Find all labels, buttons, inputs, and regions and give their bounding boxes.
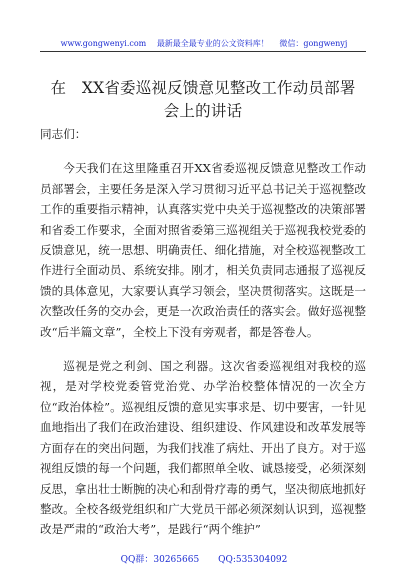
title-line-1: 在 XX省委巡视反馈意见整改工作动员部署 <box>50 79 356 97</box>
title-line-2: 会上的讲话 <box>163 102 243 120</box>
qq-number: QQ:535304092 <box>218 555 288 565</box>
paragraph-2: 巡视是党之利剑、国之利器。这次省委巡视组对我校的巡视，是对学校党委管党治党、办学治校整体情况的一次全方位“政治体检”。巡视组反馈的意见实事求是、切中要害，一针见血地指出了我们在政治建设、组织建设、作风建设和改革发展等方面存在的突出问题，为我们找准了病灶、开出了良方。对于巡视组反馈的每一个问题，我们都照单全收、诚恳接受，必须深刻反思，拿出壮士断腕的决心和刮骨疗毒的勇气，坚决彻底地抓好整改。全校各级党组织和广大党员干部必须深刻认识到，巡视整改是严肃的“政治大考”，是践行“两个维护” <box>40 359 366 537</box>
document-body <box>40 124 366 540</box>
site-header <box>0 38 408 49</box>
site-url-link[interactable]: www.gongwenyi.com <box>60 39 147 48</box>
wechat-id: 微信：gongwenyj <box>279 39 348 48</box>
salutation: 同志们： <box>40 127 87 141</box>
site-slogan: 最新最全最专业的公文资料库！ <box>156 39 269 48</box>
page-footer <box>0 552 408 565</box>
paragraph-1: 今天我们在这里隆重召开XX省委巡视反馈意见整改工作动员部署会，主要任务是深入学习贯彻习近平总书记关于巡视整改工作的重要指示精神，认真落实党中央关于巡视整改的决策部署和省委工作要求，全面对照省委第三巡视组关于巡视我校党委的反馈意见，统一思想、明确责任、细化措施，对全校巡视整改工作进行全面动员、系统安排。刚才，相关负责同志通报了巡视反馈的具体意见，大家要认真学习领会，坚决贯彻落实。这既是一次整改任务的交办会，更是一次政治责任的落实会。做好巡视整改“后半篇文章”，全校上下没有旁观者，都是答卷人。 <box>40 161 366 339</box>
header-divider <box>40 51 366 52</box>
document-title <box>40 77 366 123</box>
qq-group: QQ群：30265665 <box>120 555 200 565</box>
